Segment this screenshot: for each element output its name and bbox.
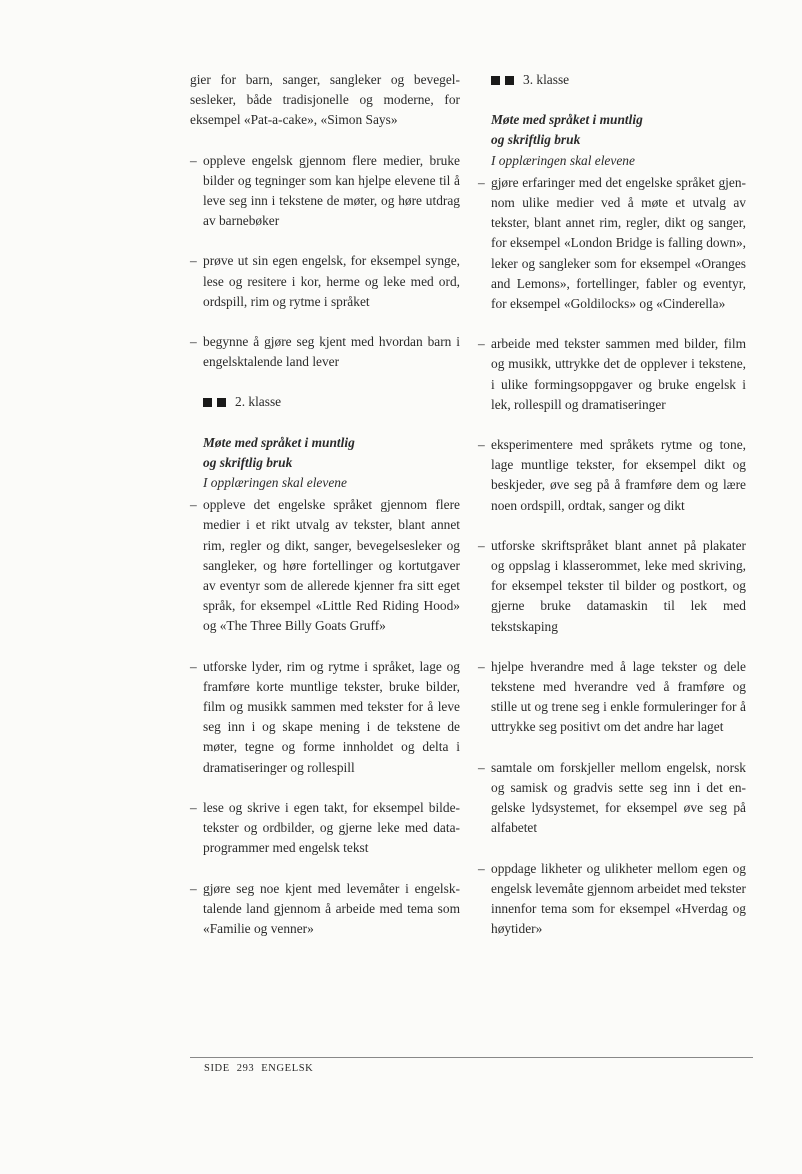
list-item: – prøve ut sin egen engelsk, for eksempel synge, lese og resitere i kor, herme og leke med ord, ordspill, rim og rytme i språket [190, 253, 460, 309]
dash-marker: – [478, 336, 485, 352]
grade-heading: 3. klasse [491, 70, 746, 90]
list-item: – begynne å gjøre seg kjent med hvordan barn i engelsktalende land lever [190, 334, 460, 370]
list-item: – oppleve det engelske språket gjennom flere medier i et rikt utvalg av tekster, blant annet rim, regler og dikt, sanger, bevegelsesleker og sangleker, og høre fortellinger og kortutgaver av eventyr som de allerede kjenner fra sitt eget språk, for eksempel «Little Red Riding Hood» og «The Three Billy Goats Gruff» [190, 497, 460, 634]
list-item: – samtale om forskjeller mellom engelsk, norsk og samisk og gradvis sette seg inn i det engelske lydsystemet, for eksempel øve seg på alfabetet [478, 759, 746, 836]
section-heading: Møte med språket i muntlig og skriftlig bruk [491, 112, 643, 148]
dash-marker: – [478, 658, 485, 674]
dash-marker: – [190, 497, 197, 513]
list-item: – gjøre erfaringer med det engelske språket gjennom ulike medier ved å møte et utvalg av tekster, blant annet rim, regler, dikt og sanger, for eksempel «London Bridge is falling down», leker og sangleker som for eksempel «Oranges and Lemons», fortellinger, fabler og eventyr, for eksempel «Goldilocks» og «Cinderella» [478, 174, 746, 312]
list-item: – oppdage likheter og ulikheter mellom egen og engelsk levemåte gjennom arbeidet med tekster innenfor tema som for eksempel «Hverdag og høytider» [478, 860, 746, 937]
list-item: – hjelpe hverandre med å lage tekster og dele tekstene med hverandre ved å framføre og stille ut og trene seg i enkle formuleringer for å uttrykke seg positivt om det andre har laget [478, 658, 746, 735]
page-number: 293 [236, 1063, 255, 1074]
dash-marker: – [190, 253, 197, 269]
section-subheading: I opplæringen skal elevene [491, 152, 635, 168]
list-item: – utforske skriftspråket blant annet på plakater og oppslag i klasserommet, leke med skriving, for eksempel tekster til bilder og postkort, og gjerne bruke datamaskin til lek med tekstskaping [478, 537, 746, 634]
grade-heading: 2. klasse [203, 392, 460, 412]
square-bullet-icon [217, 398, 226, 407]
intro-paragraph: gier for barn, sanger, sangleker og bevegelsesleker, både tradisjonelle og moderne, for eksempel «Pat-a-cake», «Simon Says» [190, 72, 460, 128]
dash-marker: – [478, 174, 485, 190]
section-heading: Møte med språket i muntlig og skriftlig bruk [203, 434, 355, 470]
list-item: – utforske lyder, rim og rytme i språket, lage og framføre korte muntlige tekster, bruke bilder, film og musikk sammen med tekster for å leve seg inn i og skape mening i de tekstene de møter, tegne og forme innholdet og delta i dramatiseringer og rollespill [190, 658, 460, 775]
page-footer [204, 1063, 320, 1074]
list-item: – lese og skrive i egen takt, for eksempel bildetekster og ordbilder, og gjerne leke med dataprogrammer med engelsk tekst [190, 799, 460, 856]
right-column [478, 70, 746, 959]
dash-marker: – [478, 860, 485, 876]
footer-rule [190, 1057, 753, 1058]
footer-label: SIDE [204, 1063, 230, 1074]
list-item: – arbeide med tekster sammen med bilder, film og musikk, uttrykke det de opplever i tekstene, i ulike formingsoppgaver og bruke engelsk i lek, rollespill og dramatiseringer [478, 336, 746, 412]
section-subheading: I opplæringen skal elevene [203, 475, 347, 491]
list-item: – gjøre seg noe kjent med levemåter i engelsktalende land gjennom å arbeide med tema som «Familie og venner» [190, 880, 460, 936]
footer-subject: ENGELSK [261, 1063, 314, 1074]
square-bullet-icon [505, 76, 514, 85]
square-bullet-icon [491, 76, 500, 85]
dash-marker: – [190, 799, 197, 815]
dash-marker: – [478, 759, 485, 775]
left-column [190, 70, 460, 959]
dash-marker: – [190, 334, 197, 350]
dash-marker: – [478, 537, 485, 553]
dash-marker: – [190, 880, 197, 896]
list-item: – eksperimentere med språkets rytme og tone, lage muntlige tekster, for eksempel dikt og beskjeder, øve seg på å framføre dem og lære noen ordspill, ordtak, sanger og dikt [478, 437, 746, 513]
dash-marker: – [190, 658, 197, 674]
dash-marker: – [478, 437, 485, 453]
list-item: – oppleve engelsk gjennom flere medier, bruke bilder og tegninger som kan hjelpe elevene til å leve seg inn i tekstene de møter, og høre utdrag av barnebøker [190, 152, 460, 229]
dash-marker: – [190, 152, 197, 168]
square-bullet-icon [203, 398, 212, 407]
